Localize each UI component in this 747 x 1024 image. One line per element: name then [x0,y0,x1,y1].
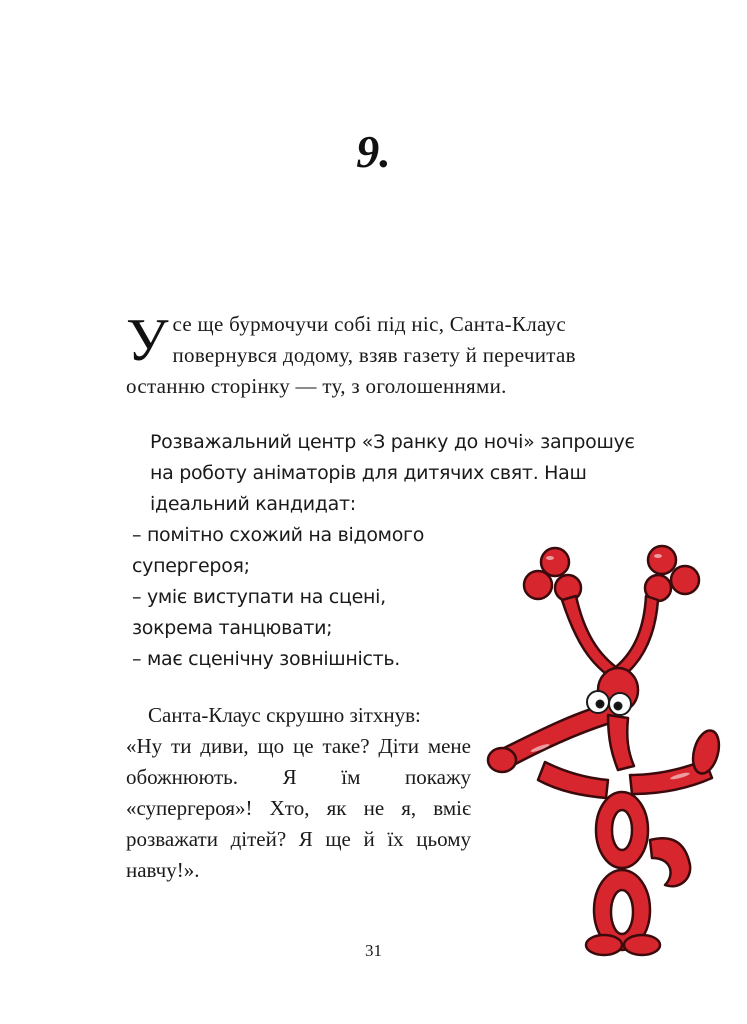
opening-paragraph-text: се ще бурмочучи собі під ніс, Санта-Клаус повернувся додому, взяв газету й перечитав останню сторінку — ту, з оголошеннями. [126,312,576,398]
balloon-animal-icon [480,540,730,960]
drop-cap: У [126,307,169,373]
page-number: 31 [365,941,382,960]
notice-intro: Розважальний центр «З ранку до ночі» запрошує на роботу аніматорів для дитячих свят. Наш ідеальний кандидат: [150,431,635,515]
santa-paragraph-quote: «Ну ти диви, що це таке? Діти мене обожнюють. Я їм покажу «супергероя»! Хто, як не я, вміє розважати дітей? Я ще й їх цьому навчу!». [126,734,471,882]
notice-item-3: – має сценічну зовнішність. [132,648,401,670]
santa-paragraph [126,700,471,886]
notice-item-2: – уміє виступати на сцені, зокрема танцювати; [132,586,386,639]
notice-item-1: – помітно схожий на відомого супергероя; [132,524,425,577]
chapter-number: 9. [356,126,391,177]
opening-paragraph [126,309,634,402]
santa-paragraph-first-line: Санта-Клаус скрушно зітхнув: [148,703,421,727]
